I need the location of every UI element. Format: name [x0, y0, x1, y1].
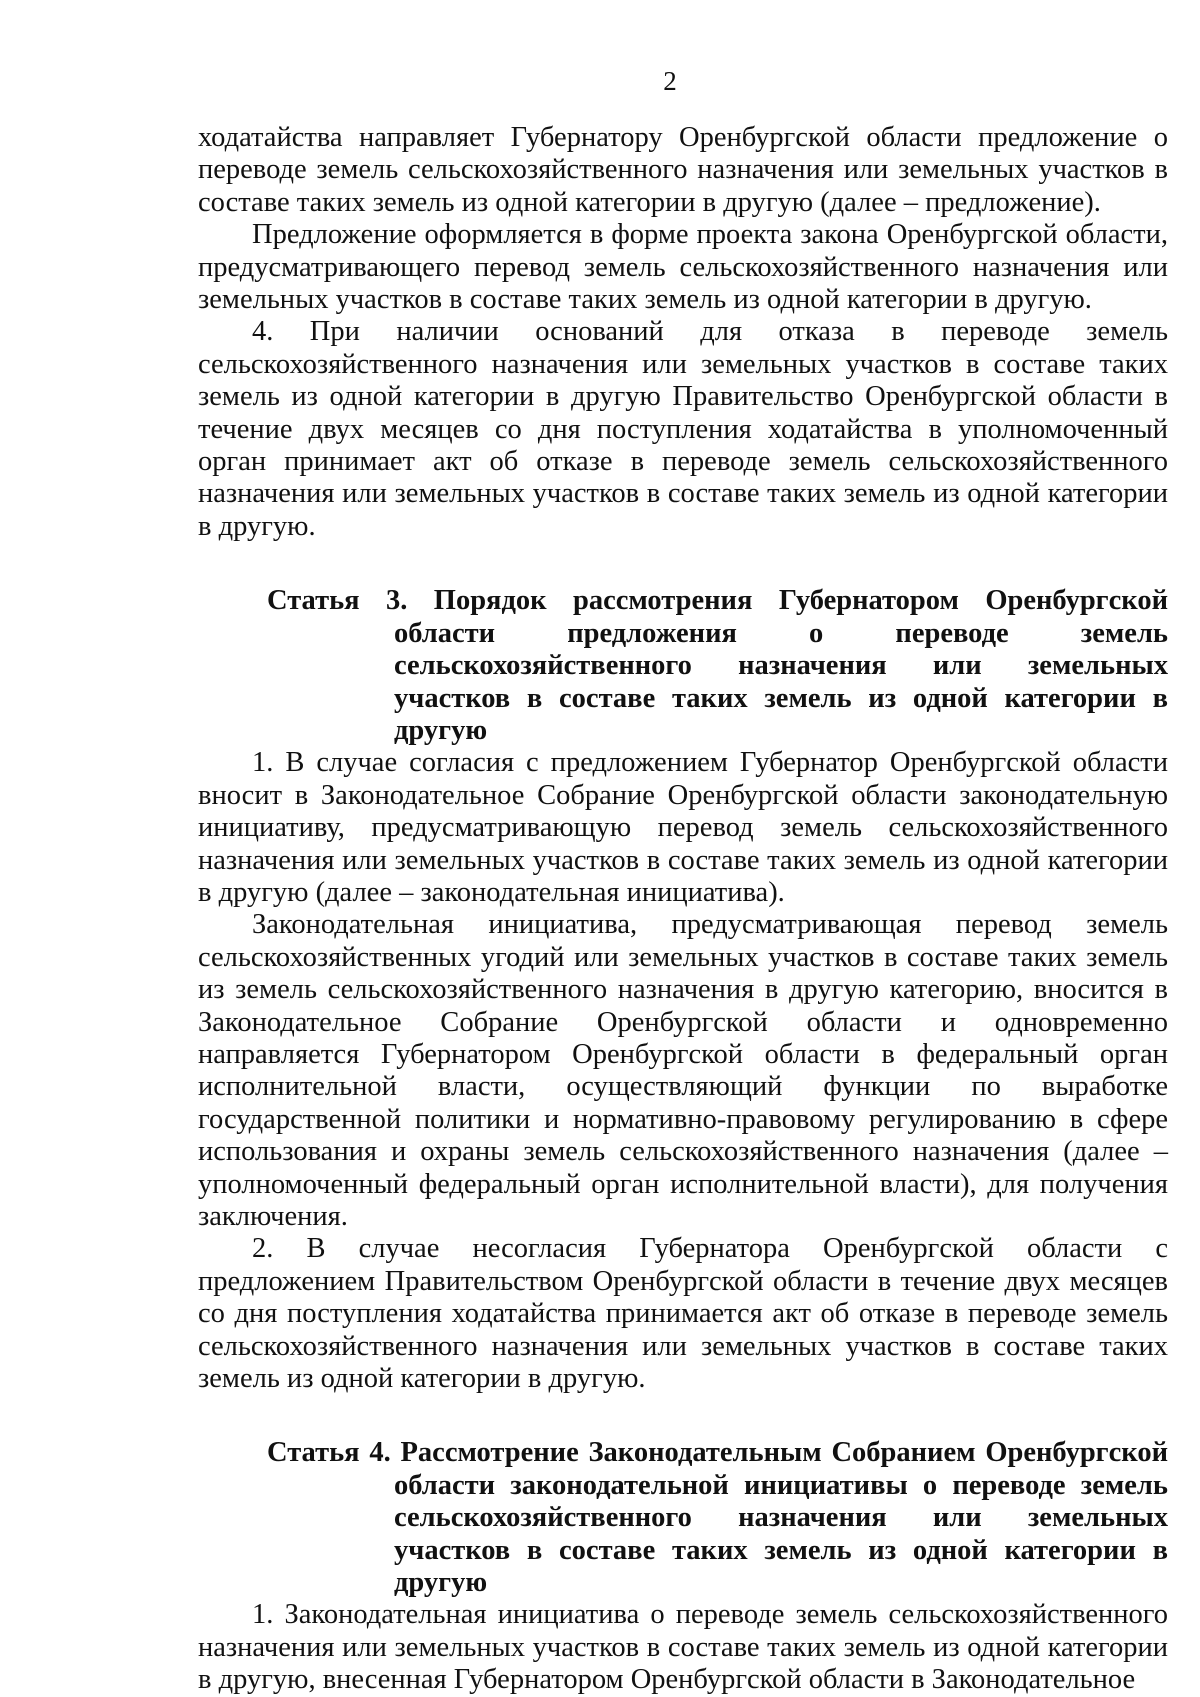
paragraph-continuation: ходатайства направляет Губернатору Оренбургской области предложение о переводе земель сельскохозяйственного назначения или земельных участков в составе таких земель из одной категории в другую (далее – предложение). — [198, 122, 1168, 218]
document-body — [198, 122, 1168, 1697]
paragraph-article-4-item-1: 1. Законодательная инициатива о переводе земель сельскохозяйственного назначения или земельных участков в составе таких земель из одной категории в другую, внесенная Губернатором Оренбургской области в Законодательное — [198, 1599, 1168, 1696]
paragraph-article-3-item-2: 2. В случае несогласия Губернатора Оренбургской области с предложением Правительством Оренбургской области в течение двух месяцев со дня поступления ходатайства принимается акт об отказе в переводе земель сельскохозяйственного назначения или земельных участков в составе таких земель из одной категории в другую. — [198, 1233, 1168, 1395]
article-4-heading: Статья 4. Рассмотрение Законодательным Собранием Оренбургской области законодательной инициативы о переводе земель сельскохозяйственного назначения или земельных участков в составе таких земель из одной категории в другую — [267, 1437, 1168, 1599]
paragraph-article-3-item-1: 1. В случае согласия с предложением Губернатор Оренбургской области вносит в Законодательное Собрание Оренбургской области законодательную инициативу, предусматривающую перевод земель сельскохозяйственного назначения или земельных участков в составе таких земель из одной категории в другую (далее – законодательная инициатива). — [198, 747, 1168, 908]
paragraph-item-4-refusal: 4. При наличии оснований для отказа в переводе земель сельскохозяйственного назначения или земельных участков в составе таких земель из одной категории в другую Правительство Оренбургской области в течение двух месяцев со дня поступления ходатайства в уполномоченный орган принимает акт об отказе в переводе земель сельскохозяйственного назначения или земельных участков в составе таких земель из одной категории в другую. — [198, 316, 1168, 542]
paragraph-proposal-form: Предложение оформляется в форме проекта закона Оренбургской области, предусматривающего перевод земель сельскохозяйственного назначения или земельных участков в составе таких земель из одной категории в другую. — [198, 219, 1168, 316]
page-number: 2 — [663, 66, 677, 96]
paragraph-legislative-initiative: Законодательная инициатива, предусматривающая перевод земель сельскохозяйственных угодий или земельных участков в составе таких земель из земель сельскохозяйственного назначения в другую категорию, вносится в Законодательное Собрание Оренбургской области и одновременно направляется Губернатором Оренбургской области в федеральный орган исполнительной власти, осуществляющий функции по выработке государственной политики и нормативно-правовому регулированию в сфере использования и охраны земель сельскохозяйственного назначения (далее – уполномоченный федеральный орган исполнительной власти), для получения заключения. — [198, 909, 1168, 1232]
article-3-heading: Статья 3. Порядок рассмотрения Губернатором Оренбургской области предложения о переводе земель сельскохозяйственного назначения или земельных участков в составе таких земель из одной категории в другую — [267, 585, 1168, 746]
